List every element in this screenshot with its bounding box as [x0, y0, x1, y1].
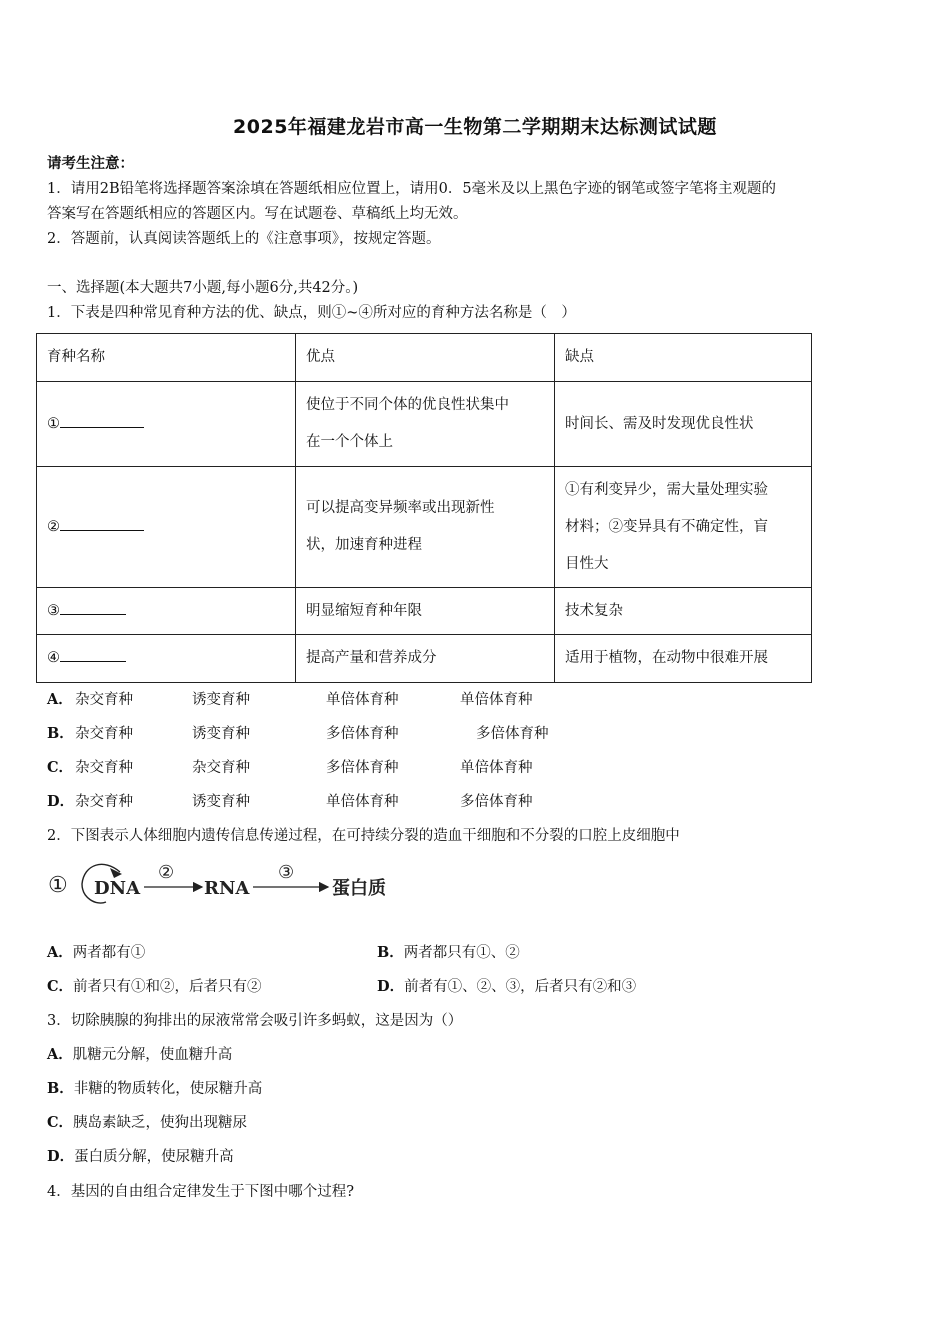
notice-line-1b: 答案写在答题纸相应的答题区内。写在试题卷、草稿纸上均无效。	[47, 206, 468, 222]
answer-blank	[60, 427, 144, 428]
option-letter: C．	[47, 759, 74, 776]
table-row	[37, 382, 812, 467]
table-row	[37, 588, 812, 635]
option-method-1: 杂交育种	[75, 760, 133, 776]
disadvantage-line: 目性大	[565, 555, 609, 572]
answer-blank	[60, 661, 126, 662]
notice-line-1a: 1．请用2B铅笔将选择题答案涂填在答题纸相应位置上，请用0．5毫米及以上黑色字迹的钢笔或签字笔将主观题的	[47, 181, 777, 197]
disadvantage-line: 材料；②变异具有不确定性，盲	[565, 518, 768, 535]
method-cell	[37, 588, 296, 635]
disadvantage-cell	[555, 467, 812, 588]
answer-blank	[60, 530, 144, 531]
option-letter: A．	[47, 691, 73, 708]
table-header-row	[37, 334, 812, 382]
disadvantage-cell: 适用于植物，在动物中很难开展	[555, 635, 812, 683]
disadvantage-cell: 技术复杂	[555, 588, 812, 635]
table-row	[37, 467, 812, 588]
option-text: 非糖的物质转化，使尿糖升高	[73, 1081, 263, 1097]
option-method-4: 单倍体育种	[460, 692, 533, 708]
option-text: 肌糖元分解，使血糖升高	[72, 1047, 233, 1063]
label-process-3: ③	[278, 862, 295, 883]
q3-stem: 3．切除胰腺的狗排出的尿液常常会吸引许多蚂蚁，这是因为（）	[47, 1013, 463, 1029]
notice-heading: 请考生注意：	[47, 155, 134, 172]
option-method-3: 单倍体育种	[326, 794, 399, 810]
q3-option-b[interactable]	[47, 1077, 262, 1098]
q2-option-b[interactable]	[377, 941, 520, 962]
advantage-cell: 提高产量和营养成分	[296, 635, 555, 683]
notice-line-2: 2．答题前，认真阅读答题纸上的《注意事项》，按规定答题。	[47, 231, 441, 247]
option-letter: A．	[47, 1046, 73, 1063]
method-number: ③	[47, 602, 60, 619]
breeding-table	[36, 333, 812, 683]
method-number: ①	[47, 415, 60, 432]
method-cell	[37, 635, 296, 683]
option-method-4: 多倍体育种	[476, 726, 549, 742]
label-dna: DNA	[94, 878, 141, 899]
option-letter: D．	[47, 793, 75, 810]
option-method-1: 杂交育种	[75, 794, 133, 810]
q2-option-d[interactable]	[377, 975, 636, 996]
q3-option-c[interactable]	[47, 1111, 247, 1132]
option-method-1: 杂交育种	[75, 726, 133, 742]
advantage-line: 状，加速育种进程	[306, 537, 422, 553]
q2-option-a[interactable]	[47, 941, 145, 962]
option-text: 前者只有①和②，后者只有②	[73, 979, 262, 995]
option-method-2: 诱变育种	[192, 692, 250, 708]
header-name: 育种名称	[37, 334, 296, 382]
method-cell	[37, 467, 296, 588]
option-letter: B．	[377, 944, 404, 961]
option-method-2: 诱变育种	[192, 726, 250, 742]
disadvantage-line: 时间长、需及时发现优良性状	[565, 415, 754, 432]
option-text: 前者有①、②、③，后者只有②和③	[404, 979, 637, 995]
label-process-2: ②	[158, 862, 175, 883]
advantage-line: 使位于不同个体的优良性状集中	[306, 397, 509, 413]
header-advantage: 优点	[296, 334, 555, 382]
option-method-4: 多倍体育种	[460, 794, 533, 810]
option-letter: D．	[47, 1148, 75, 1165]
option-method-3: 单倍体育种	[326, 692, 399, 708]
q3-option-a[interactable]	[47, 1043, 232, 1064]
answer-blank	[60, 614, 126, 615]
section-heading: 一、选择题(本大题共7小题,每小题6分,共42分。)	[47, 280, 359, 296]
option-text: 两者都只有①、②	[403, 945, 520, 961]
option-method-3: 多倍体育种	[326, 760, 399, 776]
method-number: ②	[47, 518, 60, 535]
option-method-3: 多倍体育种	[326, 726, 399, 742]
q4-stem: 4．基因的自由组合定律发生于下图中哪个过程?	[47, 1184, 354, 1200]
advantage-cell	[296, 467, 555, 588]
option-letter: B．	[47, 1080, 74, 1097]
disadvantage-cell	[555, 382, 812, 467]
method-cell	[37, 382, 296, 467]
option-letter: A．	[47, 944, 73, 961]
option-text: 胰岛素缺乏，使狗出现糖尿	[73, 1115, 248, 1131]
option-letter: B．	[47, 725, 74, 742]
table-row	[37, 635, 812, 683]
q2-option-c[interactable]	[47, 975, 262, 996]
label-rna: RNA	[204, 878, 250, 899]
page-title: 2025年福建龙岩市高一生物第二学期期末达标测试试题	[233, 116, 717, 138]
option-text: 蛋白质分解，使尿糖升高	[74, 1149, 234, 1165]
option-text: 两者都有①	[72, 945, 146, 961]
advantage-line: 在一个个体上	[306, 434, 393, 450]
label-process-1: ①	[48, 873, 68, 898]
advantage-line: 可以提高变异频率或出现新性	[306, 500, 495, 516]
option-method-1: 杂交育种	[75, 692, 133, 708]
option-method-4: 单倍体育种	[460, 760, 533, 776]
option-letter: C．	[47, 1114, 74, 1131]
label-protein: 蛋白质	[332, 878, 386, 899]
q1-stem: 1．下表是四种常见育种方法的优、缺点，则①~④所对应的育种方法名称是（ ）	[47, 305, 576, 321]
method-number: ④	[47, 650, 60, 666]
option-letter: C．	[47, 978, 74, 995]
option-method-2: 杂交育种	[192, 760, 250, 776]
advantage-cell: 明显缩短育种年限	[296, 588, 555, 635]
header-disadvantage: 缺点	[555, 334, 812, 382]
q3-option-d[interactable]	[47, 1145, 234, 1166]
option-letter: D．	[377, 978, 405, 995]
disadvantage-line: ①有利变异少，需大量处理实验	[565, 481, 768, 498]
q2-stem: 2．下图表示人体细胞内遗传信息传递过程，在可持续分裂的造血干细胞和不分裂的口腔上皮细胞中	[47, 828, 680, 844]
option-method-2: 诱变育种	[192, 794, 250, 810]
advantage-cell	[296, 382, 555, 467]
genetic-flow-diagram	[44, 852, 404, 910]
